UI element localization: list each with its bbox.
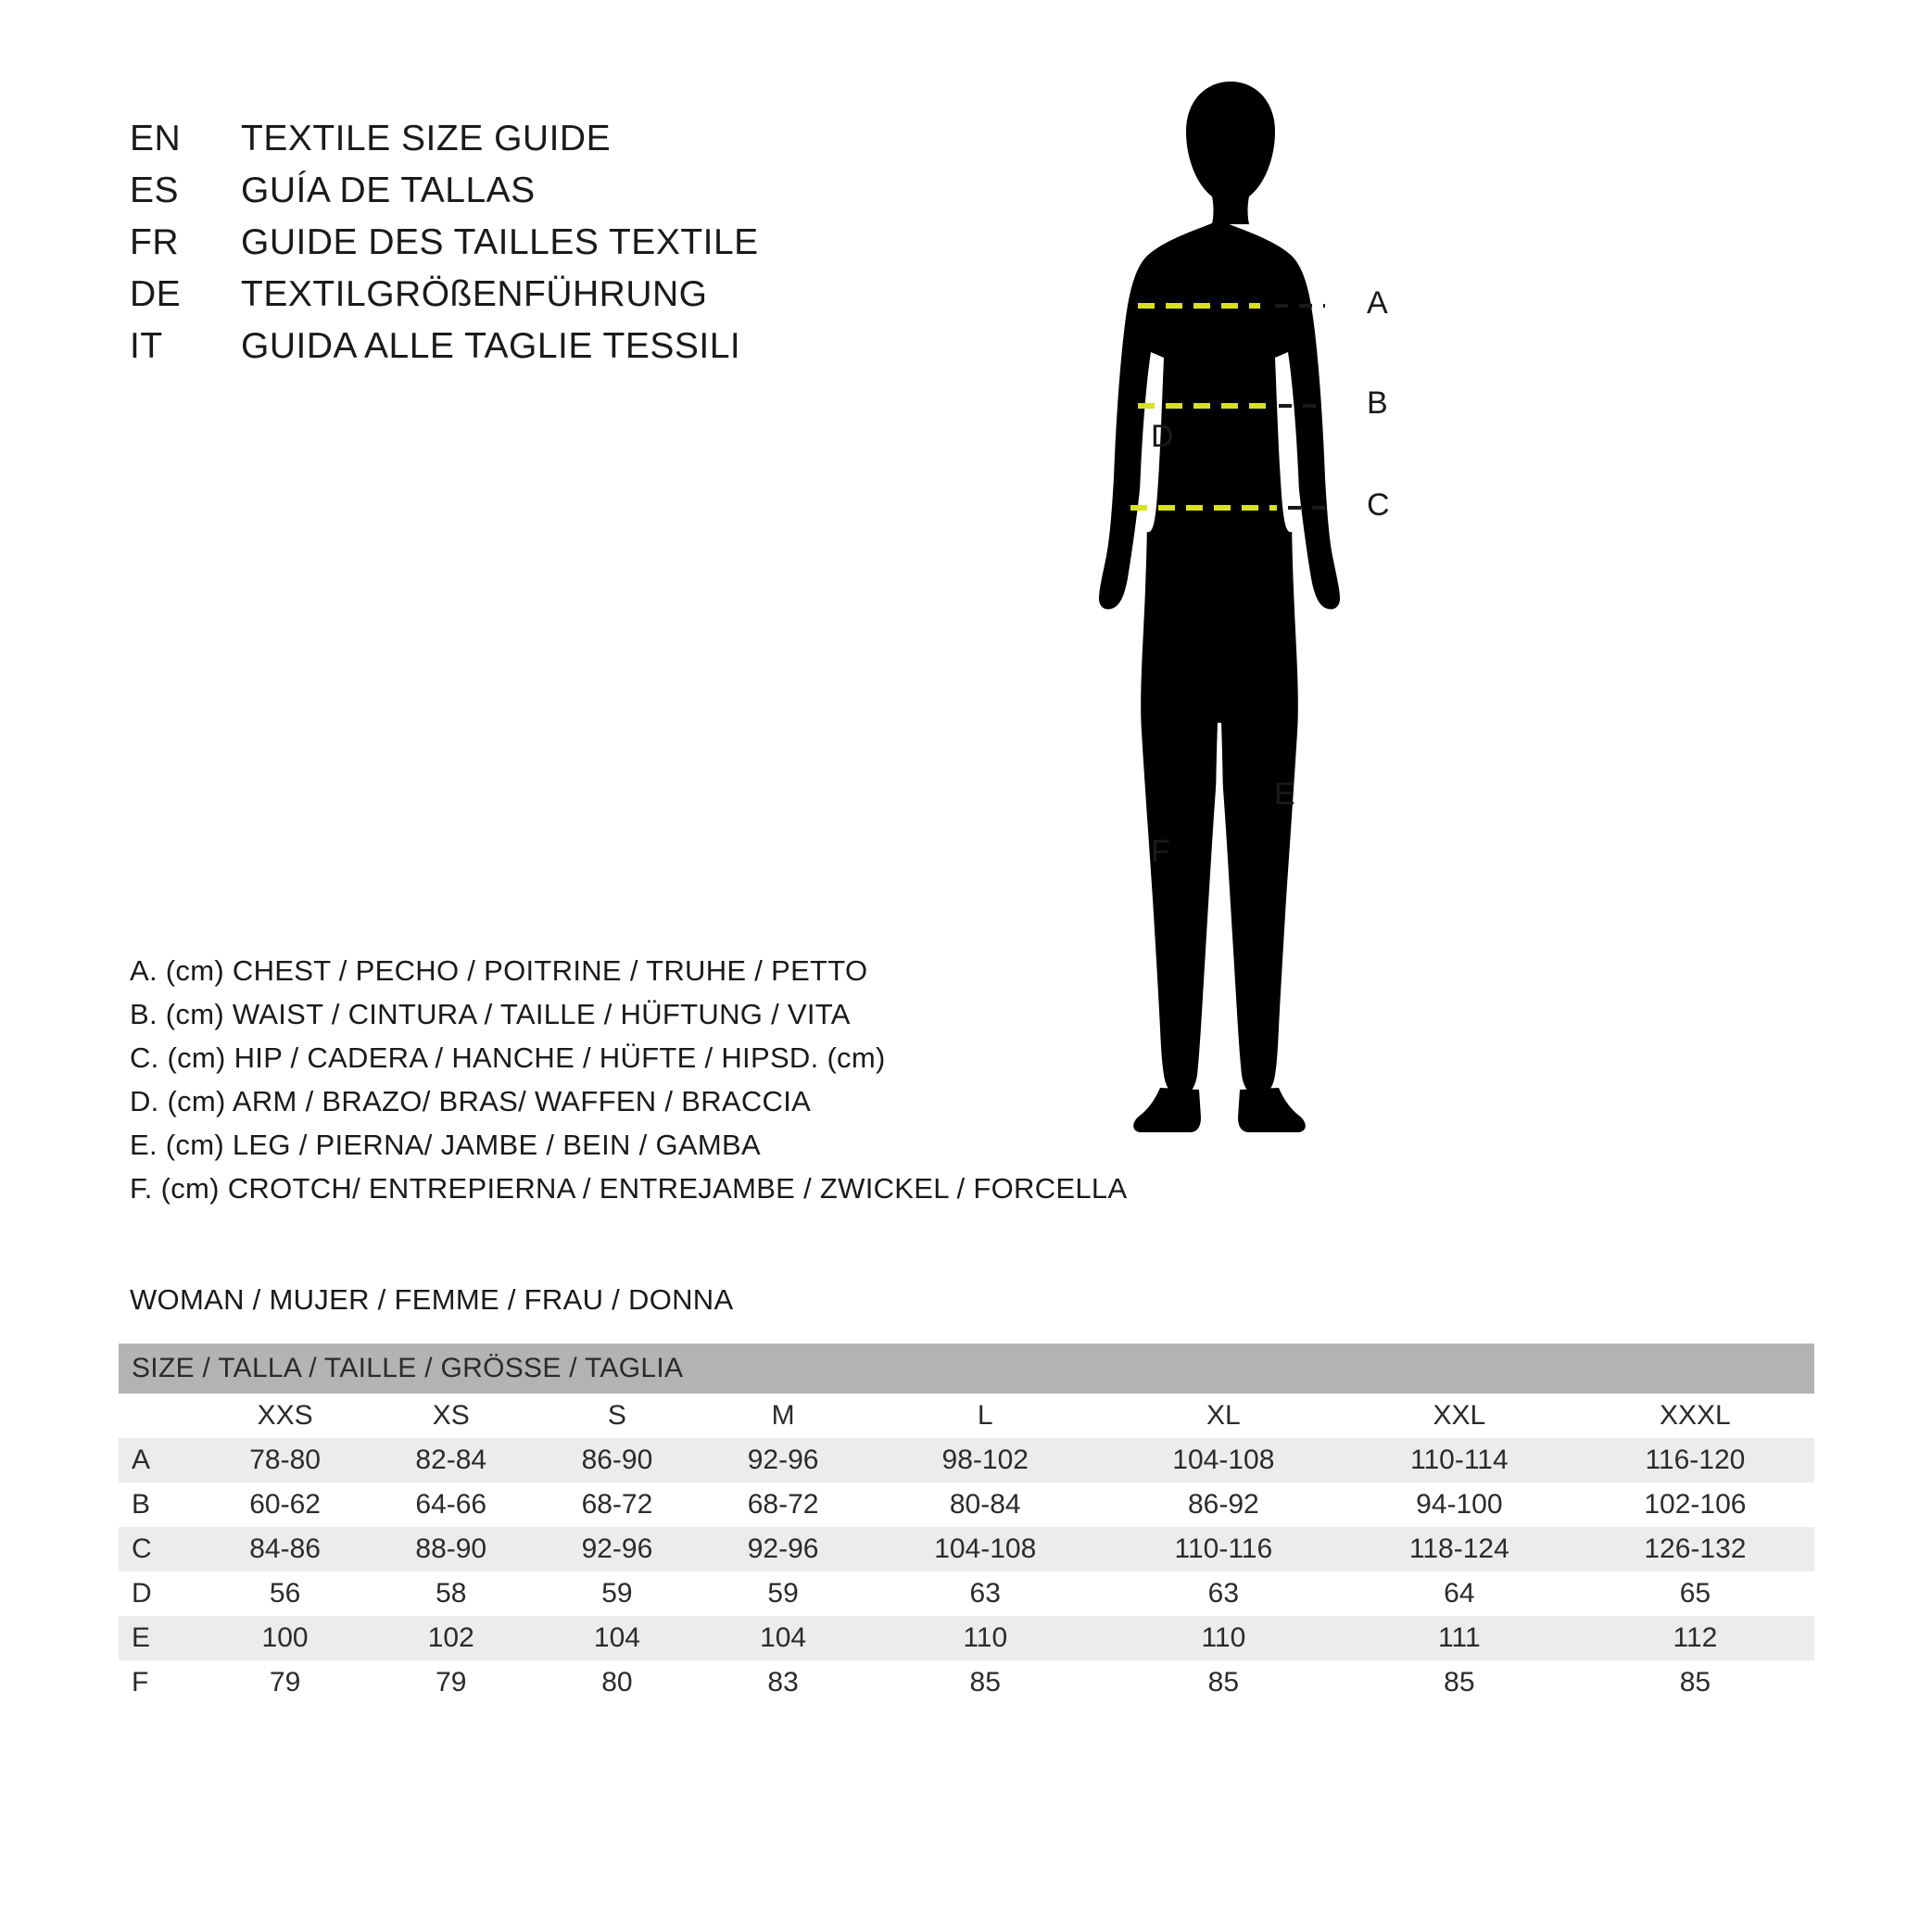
cell-a-m: 92-96: [701, 1438, 866, 1483]
label-b: B: [1367, 385, 1388, 421]
cell-d-xxxl: 65: [1679, 1578, 1711, 1609]
cell-a-xxs: 78-80: [202, 1438, 368, 1483]
cell-e-l: 110: [866, 1616, 1105, 1660]
col-head-xxl: XXL: [1433, 1400, 1486, 1431]
col-head-xxs: XXS: [257, 1400, 313, 1431]
legend-item-b: B. (cm) WAIST / CINTURA / TAILLE / HÜFTUNG / VITA: [130, 998, 851, 1030]
table-header-row: [119, 1394, 1814, 1438]
cell-f-xl: 85: [1207, 1667, 1240, 1698]
cell-c-xxl: 118-124: [1343, 1527, 1576, 1571]
table-row: [119, 1616, 1814, 1660]
cell-c-l: 104-108: [866, 1527, 1105, 1571]
label-d: D: [1151, 419, 1174, 454]
legend-block: [130, 954, 1288, 1216]
cell-a-xxxl: 116-120: [1576, 1438, 1814, 1483]
cell-e-xxl: 111: [1343, 1616, 1576, 1660]
cell-b-l: 80-84: [949, 1489, 1021, 1520]
title-lang-fr: FR: [130, 222, 179, 262]
row-label-f: F: [132, 1667, 149, 1698]
title-text-en: TEXTILE SIZE GUIDE: [241, 119, 612, 158]
label-c: C: [1367, 487, 1390, 523]
title-lang-en: EN: [130, 119, 182, 158]
col-head-l: L: [977, 1400, 993, 1431]
cell-b-xxxl: 102-106: [1644, 1489, 1747, 1520]
table-row: [119, 1571, 1814, 1616]
legend-item-f: F. (cm) CROTCH/ ENTREPIERNA / ENTREJAMBE / ZWICKEL / FORCELLA: [130, 1172, 1128, 1205]
cell-a-xl: 104-108: [1105, 1438, 1343, 1483]
cell-f-xxl: 85: [1444, 1667, 1475, 1698]
row-label-e: E: [119, 1616, 202, 1660]
cell-e-s: 104: [534, 1616, 700, 1660]
label-a: A: [1367, 285, 1388, 321]
cell-a-l: 98-102: [866, 1438, 1105, 1483]
cell-b-xl: 86-92: [1187, 1489, 1259, 1520]
label-e: E: [1274, 776, 1295, 812]
col-head-m: M: [771, 1400, 795, 1431]
cell-b-s: 68-72: [581, 1489, 653, 1520]
cell-c-xl: 110-116: [1105, 1527, 1343, 1571]
title-lang-es: ES: [130, 170, 180, 210]
cell-b-xxl: 94-100: [1416, 1489, 1503, 1520]
col-head-xs: XS: [432, 1400, 470, 1431]
table-row: [119, 1660, 1814, 1705]
title-text-de: TEXTILGRÖßENFÜHRUNG: [241, 274, 708, 314]
title-block: [130, 119, 1056, 378]
cell-a-xxl: 110-114: [1343, 1438, 1576, 1483]
row-label-a: A: [119, 1438, 202, 1483]
row-label-d: D: [132, 1578, 152, 1609]
cell-d-xs: 58: [436, 1578, 467, 1609]
title-row-en: [130, 119, 1056, 170]
legend-item-d: D. (cm) ARM / BRAZO/ BRAS/ WAFFEN / BRACCIA: [130, 1085, 812, 1117]
title-row-fr: [130, 222, 1056, 274]
cell-c-s: 92-96: [534, 1527, 700, 1571]
row-label-c: C: [119, 1527, 202, 1571]
cell-d-s: 59: [601, 1578, 633, 1609]
cell-a-s: 86-90: [534, 1438, 700, 1483]
cell-e-xxxl: 112: [1576, 1616, 1814, 1660]
cell-d-xxs: 56: [269, 1578, 301, 1609]
cell-f-l: 85: [969, 1667, 1001, 1698]
cell-e-xxs: 100: [202, 1616, 368, 1660]
col-head-xxxl: XXXL: [1660, 1400, 1731, 1431]
table-row: [119, 1527, 1814, 1571]
title-row-it: [130, 326, 1056, 378]
cell-e-xs: 102: [368, 1616, 534, 1660]
title-text-it: GUIDA ALLE TAGLIE TESSILI: [241, 326, 741, 366]
group-caption: WOMAN / MUJER / FEMME / FRAU / DONNA: [130, 1283, 734, 1316]
row-label-b: B: [132, 1489, 151, 1520]
title-row-es: [130, 170, 1056, 222]
table-caption: SIZE / TALLA / TAILLE / GRÖSSE / TAGLIA: [119, 1344, 1814, 1394]
legend-item-c: C. (cm) HIP / CADERA / HANCHE / HÜFTE / HIPSD. (cm): [130, 1041, 886, 1074]
cell-f-s: 80: [601, 1667, 633, 1698]
cell-c-m: 92-96: [701, 1527, 866, 1571]
cell-b-xxs: 60-62: [249, 1489, 321, 1520]
legend-item-e: E. (cm) LEG / PIERNA/ JAMBE / BEIN / GAMBA: [130, 1129, 761, 1161]
cell-c-xxxl: 126-132: [1576, 1527, 1814, 1571]
title-text-fr: GUIDE DES TAILLES TEXTILE: [241, 222, 759, 262]
cell-d-l: 63: [969, 1578, 1001, 1609]
legend-item-a: A. (cm) CHEST / PECHO / POITRINE / TRUHE / PETTO: [130, 954, 868, 987]
label-f: F: [1151, 834, 1170, 869]
title-lang-it: IT: [130, 326, 163, 366]
table-row: [119, 1438, 1814, 1483]
title-text-es: GUÍA DE TALLAS: [241, 170, 536, 210]
table-caption-row: [119, 1344, 1814, 1394]
size-table: [119, 1344, 1814, 1705]
title-row-de: [130, 274, 1056, 326]
cell-d-xl: 63: [1207, 1578, 1240, 1609]
table-row: [119, 1483, 1814, 1527]
title-lang-de: DE: [130, 274, 182, 314]
cell-e-xl: 110: [1105, 1616, 1343, 1660]
col-head-s: S: [607, 1400, 626, 1431]
cell-b-xs: 64-66: [415, 1489, 487, 1520]
cell-d-m: 59: [767, 1578, 799, 1609]
cell-b-m: 68-72: [747, 1489, 819, 1520]
col-head-xl: XL: [1206, 1400, 1241, 1431]
cell-d-xxl: 64: [1444, 1578, 1475, 1609]
cell-f-m: 83: [767, 1667, 799, 1698]
cell-f-xxxl: 85: [1679, 1667, 1711, 1698]
cell-a-xs: 82-84: [368, 1438, 534, 1483]
cell-f-xxs: 79: [269, 1667, 301, 1698]
header-corner: [119, 1394, 202, 1438]
cell-c-xs: 88-90: [368, 1527, 534, 1571]
cell-c-xxs: 84-86: [202, 1527, 368, 1571]
cell-e-m: 104: [701, 1616, 866, 1660]
cell-f-xs: 79: [436, 1667, 467, 1698]
